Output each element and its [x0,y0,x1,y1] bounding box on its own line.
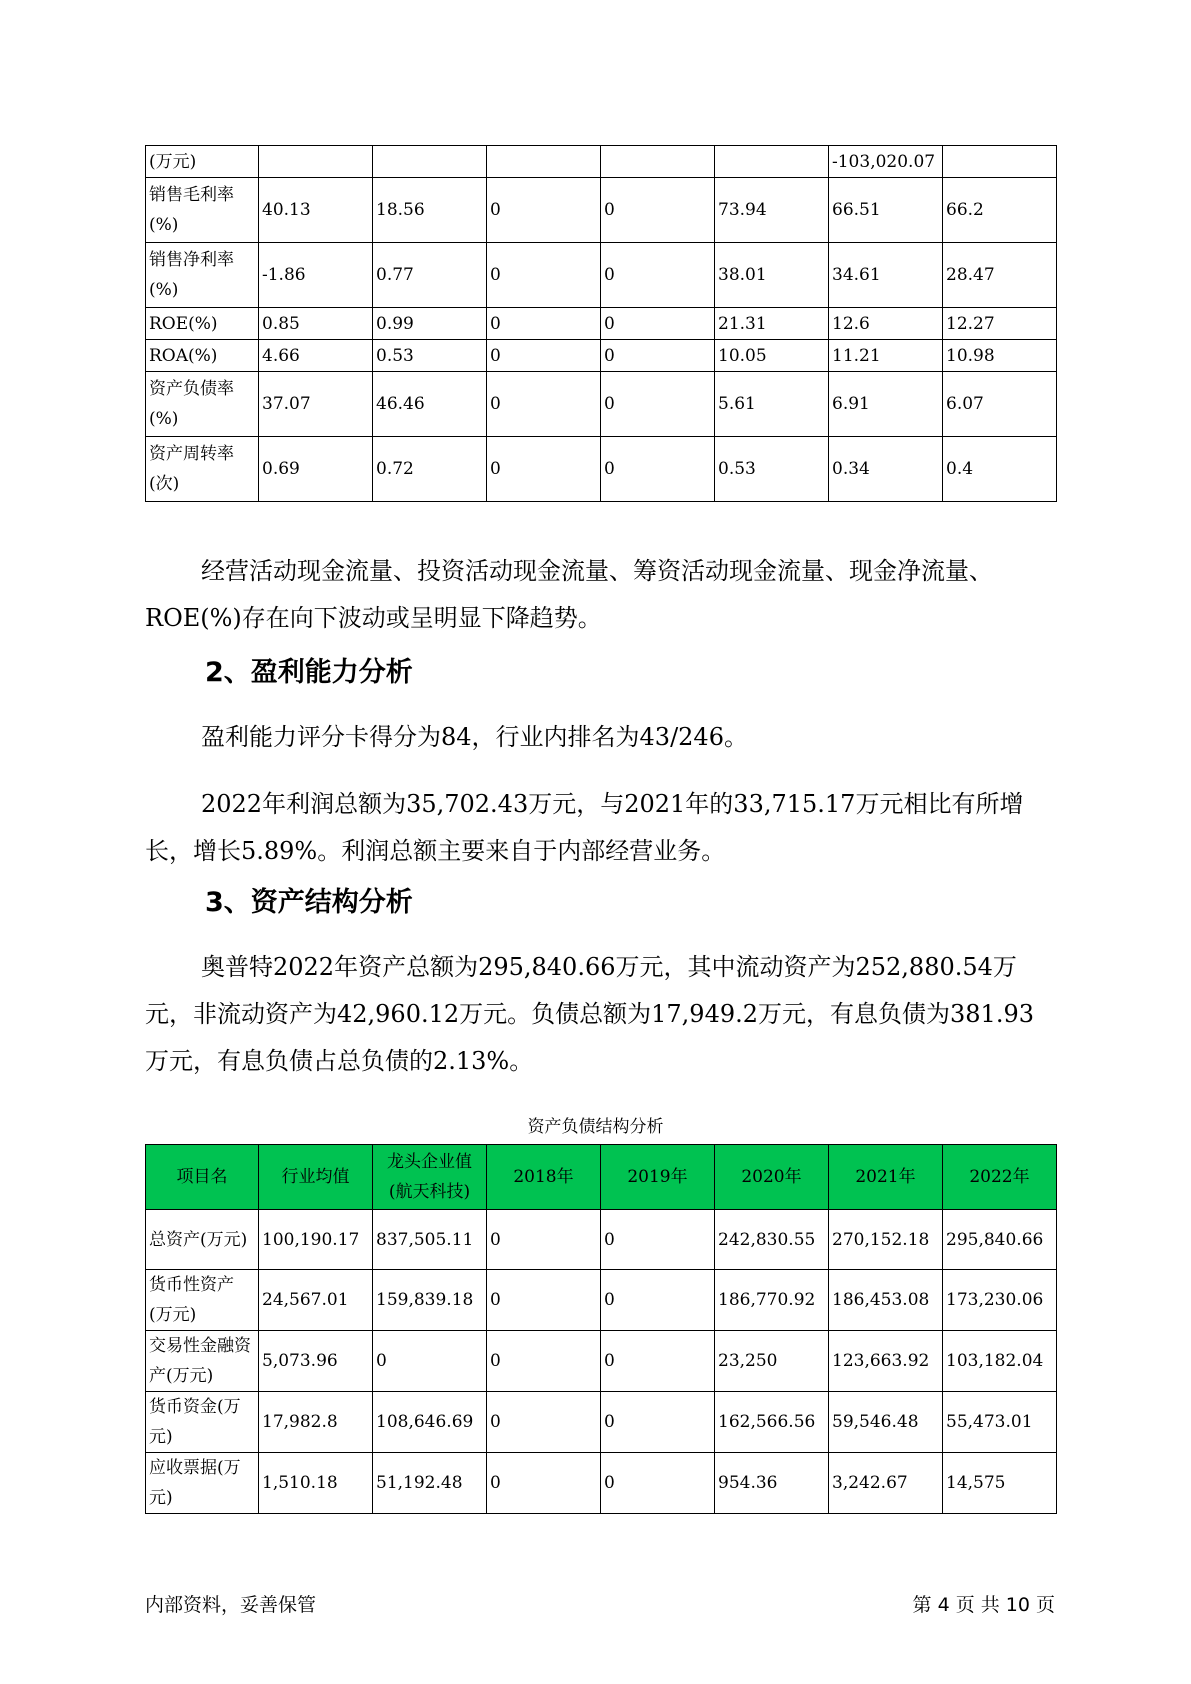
table-cell: 18.56 [373,178,487,243]
row-label: 交易性金融资产(万元) [146,1331,259,1392]
table-cell: 0 [601,1331,715,1392]
table-cell: 0 [487,1331,601,1392]
table-cell: 162,566.56 [715,1392,829,1453]
row-label: 销售净利率(%) [146,243,259,308]
section-heading-asset-structure: 3、资产结构分析 [205,887,413,918]
table-cell: 10.05 [715,340,829,372]
table-cell: 0 [487,1392,601,1453]
table-cell [259,146,373,178]
table-cell: 270,152.18 [829,1210,943,1270]
table-cell: 0.53 [715,437,829,502]
row-label: (万元) [146,146,259,178]
table-cell: 46.46 [373,372,487,437]
table-cell: 66.51 [829,178,943,243]
row-label: 总资产(万元) [146,1210,259,1270]
table-cell: 108,646.69 [373,1392,487,1453]
table-cell: 37.07 [259,372,373,437]
column-header: 项目名 [146,1145,259,1210]
row-label: 应收票据(万元) [146,1453,259,1514]
table-cell: 40.13 [259,178,373,243]
table-row [146,1453,1057,1514]
table-cell: 123,663.92 [829,1331,943,1392]
table-cell: 0.72 [373,437,487,502]
table-cell: 0.34 [829,437,943,502]
table-cell: 10.98 [943,340,1057,372]
table-cell: 0 [487,1210,601,1270]
table-cell: 11.21 [829,340,943,372]
table-cell: 0 [601,178,715,243]
table-row [146,372,1057,437]
table-cell: 954.36 [715,1453,829,1514]
table-row [146,1270,1057,1331]
table-cell: 38.01 [715,243,829,308]
table-cell: 0 [487,1270,601,1331]
table-cell: 66.2 [943,178,1057,243]
row-label: 销售毛利率(%) [146,178,259,243]
column-header: 2021年 [829,1145,943,1210]
table-cell: 51,192.48 [373,1453,487,1514]
score-paragraph: 盈利能力评分卡得分为84，行业内排名为43/246。 [201,723,748,751]
row-label: 资产负债率(%) [146,372,259,437]
page-number: 第 4 页 共 10 页 [912,1594,1055,1616]
table-cell: 34.61 [829,243,943,308]
ratio-table [145,145,1057,502]
table-row [146,178,1057,243]
table-row [146,1331,1057,1392]
table-row [146,437,1057,502]
table-cell: 295,840.66 [943,1210,1057,1270]
row-label: 货币性资产(万元) [146,1270,259,1331]
table-header-row [146,1145,1057,1210]
table-row [146,1210,1057,1270]
table-row [146,308,1057,340]
table-cell: 0 [487,243,601,308]
table-cell: 0.77 [373,243,487,308]
table-cell: 12.27 [943,308,1057,340]
table-cell: 186,770.92 [715,1270,829,1331]
table-cell: 4.66 [259,340,373,372]
asset-paragraph: 奥普特2022年资产总额为295,840.66万元，其中流动资产为252,880.54万元，非流动资产为42,960.12万元。负债总额为17,949.2万元，有息负债为381.93万元，有息负债占总负债的2.13%。 [145,953,1034,1075]
table-cell: 0.4 [943,437,1057,502]
row-label: ROE(%) [146,308,259,340]
table-cell: 186,453.08 [829,1270,943,1331]
table-cell: 0 [601,1392,715,1453]
table-cell: 0 [487,340,601,372]
trend-paragraph: 经营活动现金流量、投资活动现金流量、筹资活动现金流量、现金净流量、ROE(%)存在向下波动或呈明显下降趋势。 [145,557,993,632]
table-cell: 100,190.17 [259,1210,373,1270]
table-row [146,146,1057,178]
table-cell: 173,230.06 [943,1270,1057,1331]
table-cell: 0 [373,1331,487,1392]
table-cell: 0.53 [373,340,487,372]
asset-structure-table [145,1144,1057,1514]
column-header: 2019年 [601,1145,715,1210]
row-label: 资产周转率(次) [146,437,259,502]
table-cell: 0 [601,372,715,437]
table-cell: 3,242.67 [829,1453,943,1514]
profit-paragraph: 2022年利润总额为35,702.43万元，与2021年的33,715.17万元相比有所增长，增长5.89%。利润总额主要来自于内部经营业务。 [145,790,1024,865]
table-cell: 14,575 [943,1453,1057,1514]
table-cell [487,146,601,178]
table-cell: 0 [601,1453,715,1514]
table-cell: 837,505.11 [373,1210,487,1270]
table-cell: 5.61 [715,372,829,437]
table-caption: 资产负债结构分析 [527,1117,664,1137]
table-cell: 23,250 [715,1331,829,1392]
section-heading-profitability: 2、盈利能力分析 [205,657,413,688]
column-header: 龙头企业值(航天科技) [373,1145,487,1210]
table-cell: 6.91 [829,372,943,437]
table-cell: 0.85 [259,308,373,340]
column-header: 2018年 [487,1145,601,1210]
row-label: ROA(%) [146,340,259,372]
table-cell: 59,546.48 [829,1392,943,1453]
table-cell: 0 [487,308,601,340]
table-cell: 0.69 [259,437,373,502]
table-cell: 5,073.96 [259,1331,373,1392]
table-cell: 12.6 [829,308,943,340]
table-cell: 0.99 [373,308,487,340]
table-cell: 0 [487,1453,601,1514]
table-cell: 0 [601,437,715,502]
table-cell: 55,473.01 [943,1392,1057,1453]
table-cell: 1,510.18 [259,1453,373,1514]
column-header: 2022年 [943,1145,1057,1210]
table-cell: 28.47 [943,243,1057,308]
table-cell: 6.07 [943,372,1057,437]
table-cell [373,146,487,178]
table-row [146,340,1057,372]
table-cell: 0 [601,308,715,340]
table-cell: 17,982.8 [259,1392,373,1453]
table-cell: 73.94 [715,178,829,243]
table-cell: 103,182.04 [943,1331,1057,1392]
table-cell: 0 [487,372,601,437]
footer-confidential-note: 内部资料，妥善保管 [145,1594,317,1616]
table-cell: 0 [487,178,601,243]
table-cell: 0 [601,340,715,372]
table-cell: -103,020.07 [829,146,943,178]
table-cell: 0 [601,243,715,308]
table-cell: 242,830.55 [715,1210,829,1270]
table-cell: 24,567.01 [259,1270,373,1331]
column-header: 行业均值 [259,1145,373,1210]
table-cell: 0 [601,1270,715,1331]
table-cell [601,146,715,178]
table-row [146,243,1057,308]
table-cell: -1.86 [259,243,373,308]
table-cell [715,146,829,178]
table-cell: 0 [487,437,601,502]
table-row [146,1392,1057,1453]
column-header: 2020年 [715,1145,829,1210]
table-cell: 0 [601,1210,715,1270]
table-cell: 159,839.18 [373,1270,487,1331]
table-cell [943,146,1057,178]
table-cell: 21.31 [715,308,829,340]
row-label: 货币资金(万元) [146,1392,259,1453]
